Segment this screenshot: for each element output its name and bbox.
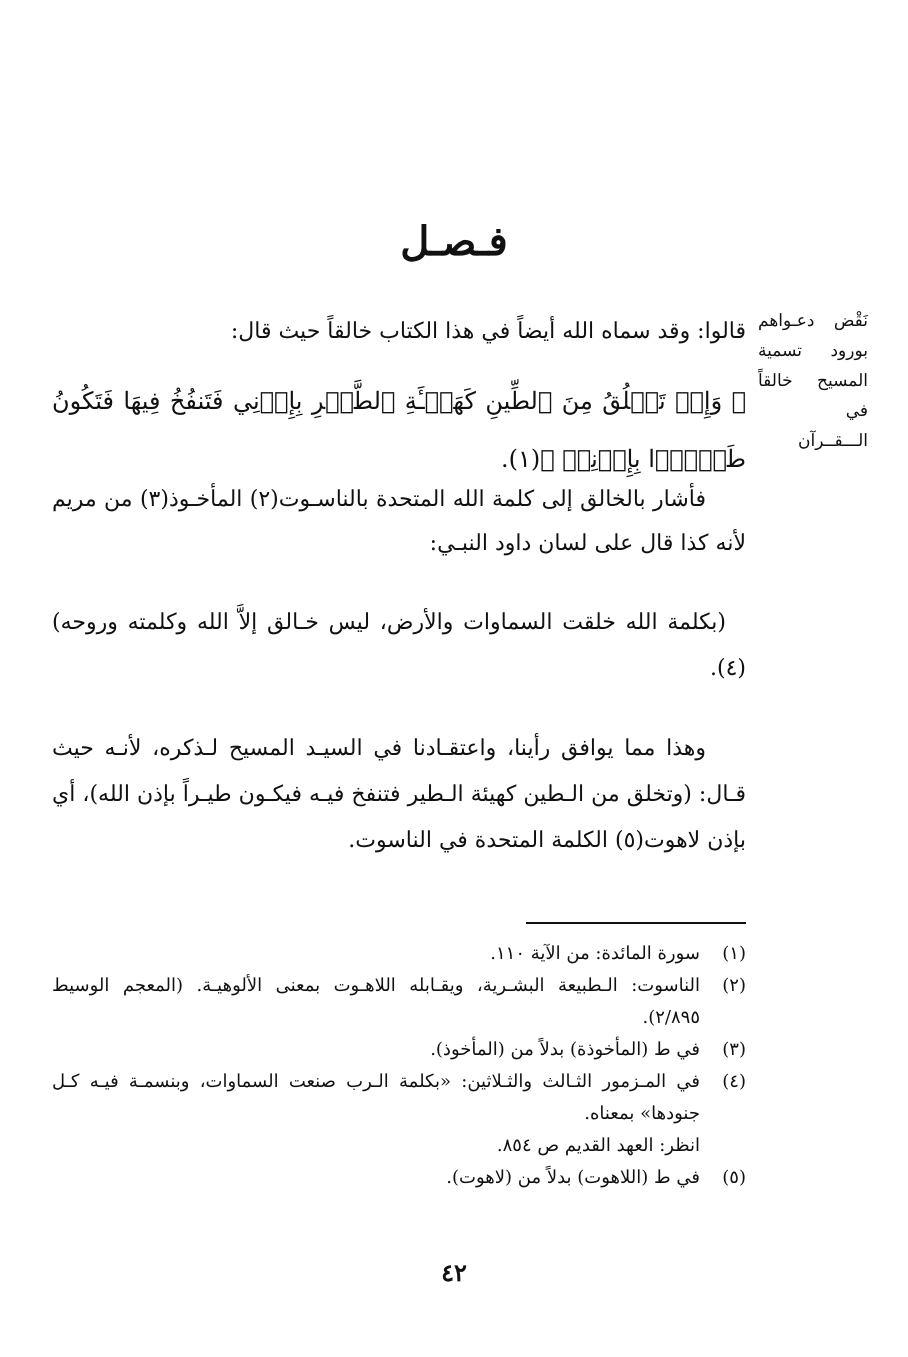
footnote-reference (52, 1130, 746, 1162)
margin-note (758, 306, 868, 456)
footnote-number: (٣) (722, 1039, 746, 1060)
page-number: ٤٢ (441, 1258, 467, 1287)
footnote-text: الناسوت: الـطبيعة البشـرية، ويقـابله اللاهـوت بمعنى الألوهيـة. (المعجم الوسيط ٢/٨٩٥). (52, 975, 700, 1028)
footnote-divider (526, 922, 746, 924)
chapter-heading: فـصـل (400, 218, 508, 265)
quran-verse: ﴿ وَإِذۡ تَخۡلُقُ مِنَ ٱلطِّينِ كَهَيۡـَٔةِ ٱلطَّيۡرِ بِإِذۡنِي فَتَنفُخُ فِيهَا فَتَكُونُ طَيۡرَۢا بِإِذۡنِيۖ ﴾(١). (52, 387, 746, 473)
margin-note-line: الـــقــرآن (798, 431, 868, 451)
margin-note-line: بورود تسمية (758, 341, 868, 361)
footnote (52, 938, 746, 970)
footnote-number: (٥) (722, 1167, 746, 1188)
footnote (52, 1162, 746, 1194)
footnote-number: (٢) (722, 975, 746, 996)
paragraph-intro: قالوا: وقد سماه الله أيضاً في هذا الكتاب خالقاً حيث قال: (230, 319, 746, 344)
paragraph-quote: (بكلمة الله خلقت السماوات والأرض، ليس خـالق إلاَّ الله وكلمته وروحه)(٤). (52, 610, 746, 681)
footnote (52, 1034, 746, 1066)
footnote (52, 1066, 746, 1130)
footnote-text: انظر: العهد القديم ص ٨٥٤. (496, 1135, 700, 1156)
footnote (52, 970, 746, 1034)
footnote-text: في ط (المأخوذة) بدلاً من (المأخوذ). (430, 1039, 700, 1060)
footnote-text: في ط (اللاهوت) بدلاً من (لاهوت). (446, 1167, 700, 1188)
footnote-text: سورة المائدة: من الآية ١١٠. (490, 943, 700, 964)
footnote-number: (٤) (722, 1071, 746, 1092)
footnotes (52, 938, 746, 1194)
paragraph-agreement: وهذا مما يوافق رأينا، واعتقـادنا في السيـد المسيح لـذكره، لأنـه حيث قـال: (وتخلق من الـطين كهيئة الـطير فتنفخ فيـه فيكـون طيـراً بإذن الله)، أي بإذن لاهوت(٥) الكلمة المتحدة في الناسوت. (52, 736, 746, 853)
footnote-number: (١) (722, 943, 746, 964)
margin-note-line: المسيح خالقاً في (758, 371, 868, 421)
footnote-text: في المـزمور الثـالث والثـلاثين: «بكلمة الـرب صنعت السماوات، وبنسمـة فيـه كـل جنودها» بمعناه. (52, 1071, 700, 1124)
paragraph-creator: فأشار بالخالق إلى كلمة الله المتحدة بالناسـوت(٢) المأخـوذ(٣) من مريم لأنه كذا قال على لسان داود النبـي: (52, 487, 746, 556)
margin-note-line: نَقْض دعـواهم (758, 311, 868, 331)
